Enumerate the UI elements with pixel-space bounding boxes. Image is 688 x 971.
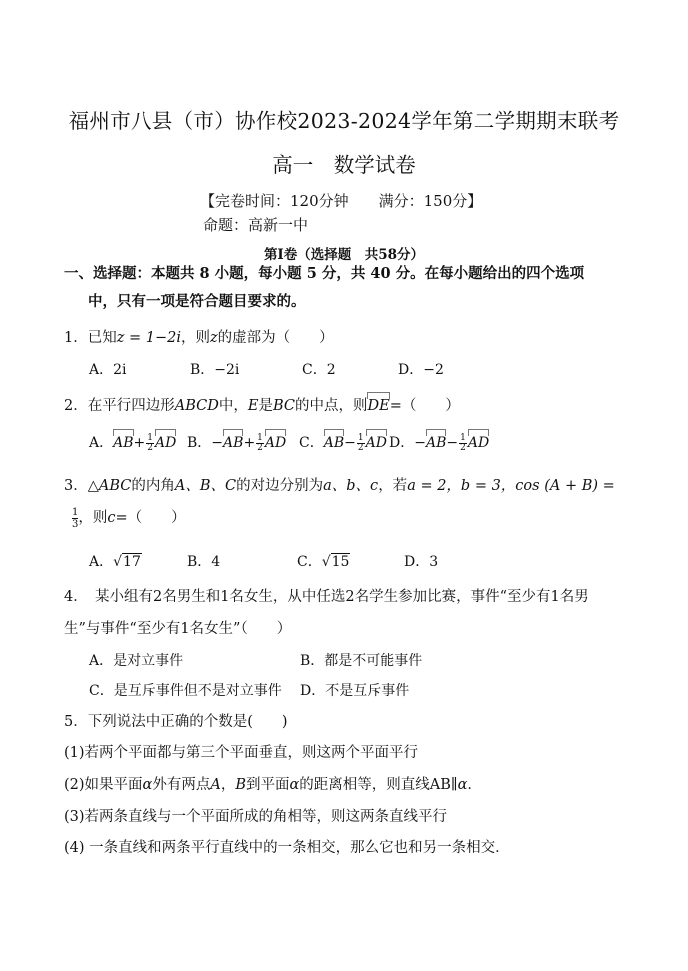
q1-option-a: A．2i	[89, 362, 127, 378]
q5-s2-text-c: ，	[220, 777, 236, 793]
q5-s2-text-a: (2)如果平面	[64, 777, 143, 793]
plane-alpha: α	[457, 777, 468, 793]
q3-option-c-label: C．	[297, 554, 322, 570]
q3-text-d: ，若	[378, 478, 408, 494]
question-4-line1: 4． 某小组有2名男生和1名女生，从中任选2名学生参加比赛，事件“至少有1名男	[64, 589, 589, 605]
q5-s2-text-d: 到平面	[245, 777, 290, 793]
q4-option-d: D．不是互斥事件	[300, 683, 410, 699]
q2-option-b	[187, 432, 286, 453]
plane-alpha: α	[289, 777, 300, 793]
q4-option-a: A．是对立事件	[89, 653, 184, 669]
minus-sign: −	[344, 435, 356, 451]
q5-statement-1: (1)若两个平面都与第三个平面垂直，则这两个平面平行	[64, 745, 419, 761]
plus-sign: +	[133, 435, 146, 451]
q2-option-c-label: C．	[299, 435, 324, 451]
vector-ab: AB	[425, 435, 447, 451]
q5-s2-text-e: 的距离相等，则直线AB∥	[299, 777, 458, 793]
q3-text-e: ，则	[78, 510, 108, 526]
q5-statement-3: (3)若两条直线与一个平面所成的角相等，则这两条直线平行	[64, 809, 448, 825]
q3-text-b: 的内角	[131, 478, 175, 494]
q2-text-c: 是	[258, 398, 273, 414]
question-3-stem-cont	[72, 506, 186, 530]
q2-option-a	[89, 432, 176, 453]
question-2-stem	[64, 394, 460, 415]
fraction-denominator: 3	[72, 518, 79, 530]
q3-option-a	[89, 551, 142, 571]
q3-sides: a、b、c	[323, 478, 379, 494]
sqrt-symbol: √17	[113, 554, 141, 570]
q3-text-f: =（ ）	[115, 510, 186, 526]
q1-expression: z = 1−2i	[116, 330, 181, 346]
q1-option-d: D．−2	[398, 362, 444, 378]
q3-option-d: D．3	[404, 554, 439, 570]
q5-s2-text-b: 外有两点	[152, 777, 211, 793]
q3-text-a: 3．	[64, 478, 88, 494]
exam-author: 命题：高新一中	[203, 216, 309, 234]
q3-text-c: 的对边分别为	[236, 478, 324, 494]
fraction-numerator: 1	[357, 432, 364, 443]
fraction-half	[357, 434, 365, 453]
q1-option-b: B．−2i	[190, 362, 240, 378]
q3-option-a-label: A．	[89, 554, 114, 570]
fraction-numerator: 1	[147, 432, 153, 443]
q2-option-d-label: D．	[389, 435, 415, 451]
question-1-stem	[64, 326, 334, 347]
q3-option-c	[297, 551, 350, 571]
q5-s2-text-f: ．	[467, 777, 482, 793]
fraction-half	[256, 434, 264, 453]
q2-text-a: 2．在平行四边形	[64, 398, 175, 414]
exam-title: 福州市八县（市）协作校2023-2024学年第二学期期末联考	[68, 109, 620, 133]
question-5-stem: 5．下列说法中正确的个数是( )	[64, 714, 288, 730]
q3-c-variable: c	[107, 510, 116, 526]
q3-condition: a = 2，b = 3，cos (A + B) =	[407, 478, 615, 494]
q3-angles: A、B、C	[174, 478, 237, 494]
q4-option-b: B．都是不可能事件	[300, 653, 423, 669]
part-heading: 第Ⅰ卷（选择题 共58分）	[263, 247, 425, 263]
radicand: 17	[123, 554, 141, 570]
q2-option-c	[299, 432, 387, 453]
q1-text-b: ，则	[180, 330, 210, 346]
fraction-denominator: 2	[147, 442, 153, 453]
minus-sign: −	[446, 435, 459, 451]
fraction-denominator: 2	[257, 442, 263, 453]
q2-text-b: 中，	[218, 398, 248, 414]
point-a: A	[210, 777, 221, 793]
section-instructions-line1: 一、选择题：本题共 8 小题，每小题 5 分，共 40 分。在每小题给出的四个选项	[64, 265, 585, 282]
vector-ab: AB	[223, 435, 244, 451]
sqrt-symbol: √15	[321, 554, 350, 570]
question-3-stem	[64, 474, 615, 495]
minus-sign: −	[211, 435, 224, 451]
fraction-half	[459, 434, 467, 453]
vector-ad: AD	[155, 435, 177, 451]
question-4-line2: 生”与事件“至少有1名女生”（ ）	[64, 621, 292, 637]
q2-option-a-label: A．	[89, 435, 114, 451]
fraction-numerator: 1	[72, 506, 79, 518]
q5-statement-4: (4) 一条直线和两条平行直线中的一条相交，那么它也和另一条相交．	[64, 840, 510, 856]
vector-ab: AB	[113, 435, 134, 451]
vector-ad: AD	[264, 435, 287, 451]
q2-vector-de: DE	[367, 398, 390, 414]
q2-bc: BC	[272, 398, 295, 414]
vector-ad: AD	[467, 435, 490, 451]
q1-option-c: C．2	[302, 362, 336, 378]
q2-option-d	[389, 432, 489, 453]
point-b: B	[235, 777, 246, 793]
q1-text-c: 的虚部为（ ）	[217, 330, 334, 346]
fraction-numerator: 1	[460, 432, 466, 443]
q2-option-b-label: B．	[187, 435, 212, 451]
q2-text-d: 的中点，则	[294, 398, 368, 414]
exam-subtitle: 高一 数学试卷	[272, 153, 416, 177]
exam-time-info: 【完卷时间：120分钟 满分：150分】	[200, 192, 483, 210]
fraction-numerator: 1	[257, 432, 263, 443]
q2-text-e: =（ ）	[389, 398, 460, 414]
fraction-denominator: 2	[357, 442, 364, 453]
section-instructions-line2: 中，只有一项是符合题目要求的。	[88, 293, 306, 310]
fraction-denominator: 2	[460, 442, 466, 453]
q1-text-a: 1．已知	[64, 330, 117, 346]
q1-variable: z	[209, 330, 218, 346]
plane-alpha: α	[142, 777, 153, 793]
vector-ad: AD	[365, 435, 387, 451]
plus-sign: +	[243, 435, 256, 451]
q2-abcd: ABCD	[174, 398, 219, 414]
q5-statement-2	[64, 773, 482, 794]
q3-option-b: B．4	[187, 554, 221, 570]
fraction-half	[146, 434, 154, 453]
q4-option-c: C．是互斥事件但不是对立事件	[89, 683, 282, 699]
q2-point-e: E	[247, 398, 259, 414]
minus-sign: −	[414, 435, 426, 451]
q3-abc: ABC	[98, 478, 132, 494]
radicand: 15	[331, 554, 350, 570]
triangle-symbol: △	[87, 478, 99, 494]
vector-ab: AB	[323, 435, 345, 451]
